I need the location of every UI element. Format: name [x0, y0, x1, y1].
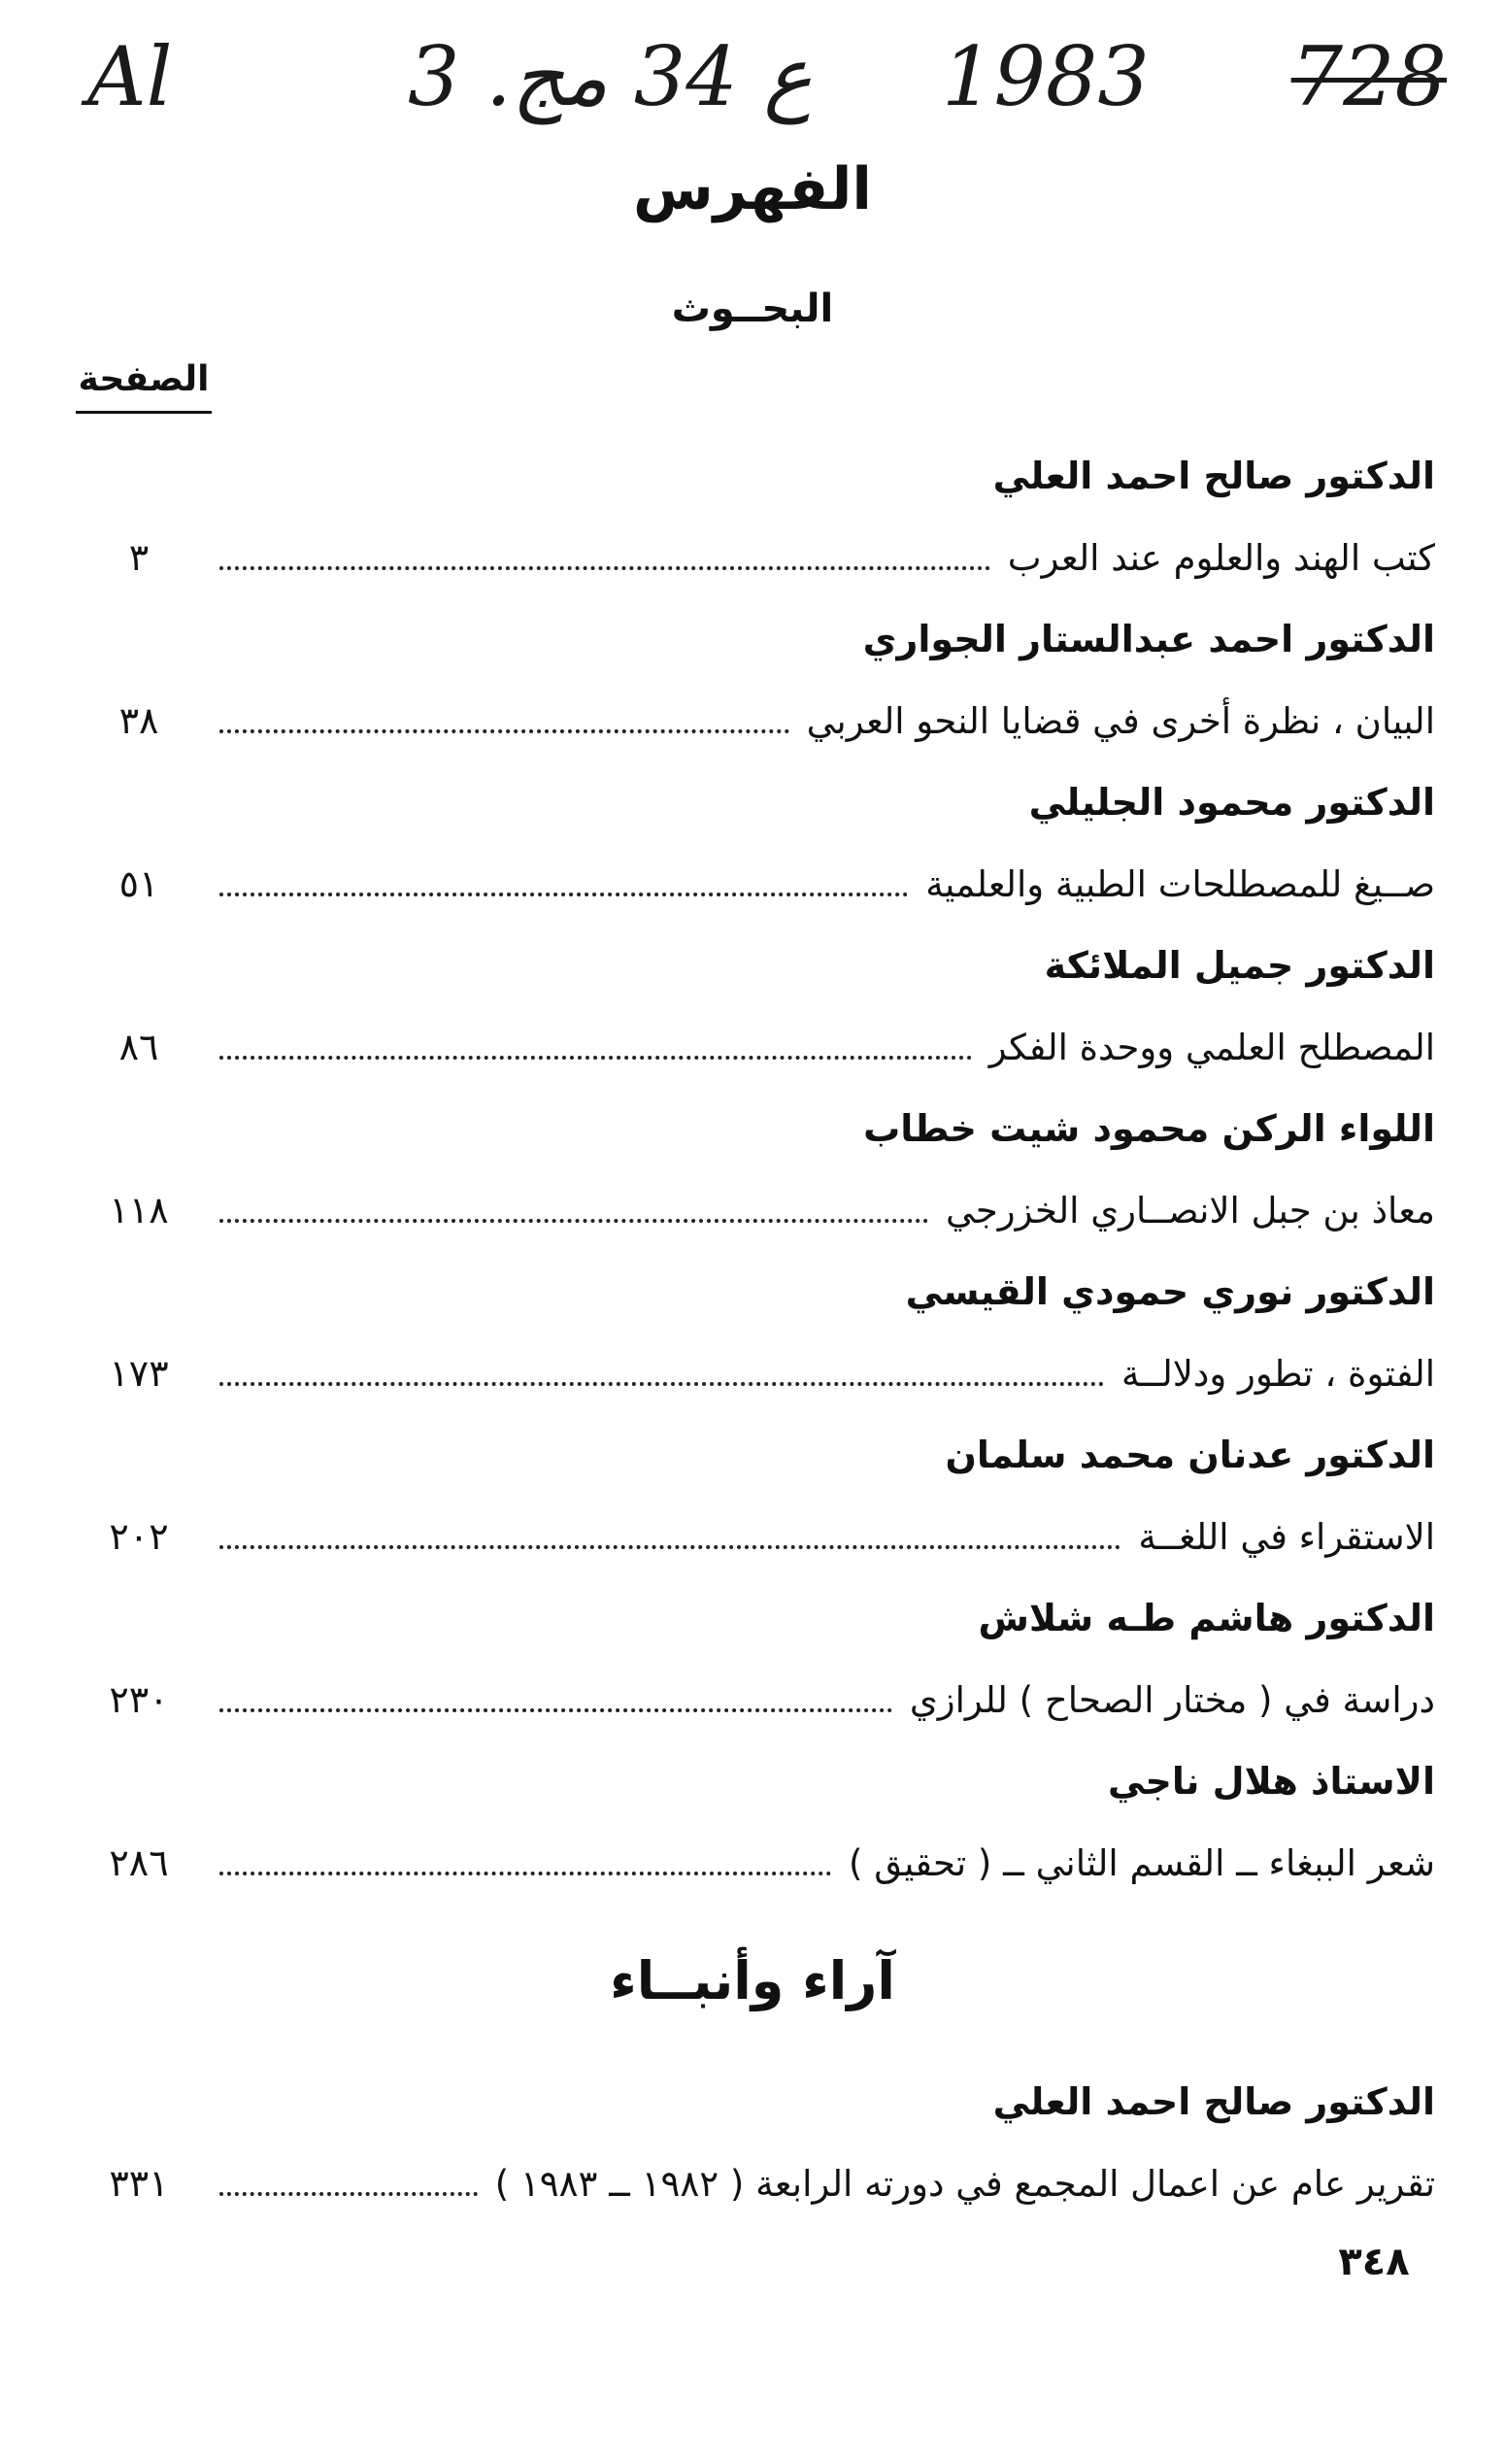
entry-page: ٢٨٦ — [109, 1841, 169, 1884]
toc-entry — [76, 1169, 1435, 1251]
toc-entry — [76, 1822, 1435, 1904]
dot-leader — [219, 566, 990, 570]
author-name: اللواء الركن محمود شيت خطاب — [863, 1107, 1435, 1150]
section-heading-research: البحــوث — [671, 287, 834, 331]
entry-title: البيان ، نظرة أخرى في قضايا النحو العربي — [806, 699, 1435, 742]
author-name: الدكتور هاشم طـه شلاش — [978, 1597, 1435, 1639]
section-heading-opinions: آراء وأنبــاء — [610, 1950, 895, 2011]
toc-entry — [76, 1333, 1435, 1414]
page-column-header: الصفحة — [76, 359, 212, 414]
handwritten-year: 1983 — [942, 29, 1150, 124]
dot-leader — [219, 1382, 1104, 1386]
author-name: الدكتور صالح احمد العلي — [992, 455, 1435, 497]
page-number: ٣٤٨ — [1338, 2240, 1410, 2284]
entry-page: ٢٠٢ — [109, 1515, 169, 1558]
author-name: الاستاذ هلال ناجي — [1108, 1760, 1435, 1803]
dot-leader — [219, 1545, 1120, 1549]
handwritten-annotation — [87, 29, 1447, 136]
dot-leader — [219, 2192, 478, 2196]
toc-entry — [76, 843, 1435, 925]
dot-leader — [219, 1708, 892, 1712]
toc-entry — [76, 2143, 1435, 2224]
entry-title: الفتوة ، تطور ودلالــة — [1120, 1352, 1435, 1395]
author-name: الدكتور عدنان محمد سلمان — [945, 1434, 1435, 1476]
author-name: الدكتور محمود الجليلي — [1028, 781, 1435, 824]
handwritten-code: Al — [87, 29, 173, 124]
entry-page: ٥١ — [118, 862, 159, 905]
toc-entry — [76, 1659, 1435, 1740]
dot-leader — [219, 1219, 928, 1223]
author-name: الدكتور احمد عبدالستار الجواري — [862, 618, 1435, 660]
author-name: الدكتور صالح احمد العلي — [992, 2080, 1435, 2123]
toc-entry — [76, 517, 1435, 598]
research-list — [76, 435, 1435, 1904]
author-name: الدكتور جميل الملائكة — [1044, 944, 1435, 987]
entry-title: دراسة في ( مختار الصحاح ) للرازي — [909, 1678, 1435, 1721]
opinions-list — [76, 2061, 1435, 2224]
entry-page: ٣٨ — [118, 699, 159, 742]
dot-leader — [219, 893, 908, 896]
entry-page: ٨٦ — [118, 1026, 159, 1068]
entry-title: تقرير عام عن اعمال المجمع في دورته الرابعة ( ١٩٨٢ ــ ١٩٨٣ ) — [494, 2162, 1435, 2205]
toc-entry — [76, 1496, 1435, 1577]
toc-entry — [76, 1006, 1435, 1088]
dot-leader — [219, 729, 789, 733]
entry-page: ٣٣١ — [109, 2162, 169, 2205]
entry-title: المصطلح العلمي ووحدة الفكر — [988, 1026, 1435, 1068]
entry-title: معاذ بن جبل الانصــاري الخزرجي — [946, 1189, 1435, 1232]
page-title: الفهرس — [632, 155, 872, 223]
author-name: الدكتور نوري حمودي القيسي — [905, 1270, 1435, 1313]
handwritten-number: 728 — [1290, 29, 1447, 124]
handwritten-volume: 3 .ع 34 مج — [408, 29, 813, 124]
entry-title: شعر الببغاء ــ القسم الثاني ــ ( تحقيق ) — [849, 1841, 1435, 1884]
entry-page: ١٧٣ — [109, 1352, 169, 1395]
dot-leader — [219, 1056, 972, 1060]
entry-page: ١١٨ — [109, 1189, 169, 1232]
entry-title: الاستقراء في اللغــة — [1138, 1515, 1435, 1558]
entry-title: كتب الهند والعلوم عند العرب — [1007, 536, 1435, 579]
toc-entry — [76, 680, 1435, 761]
entry-page: ٣ — [128, 536, 150, 579]
entry-page: ٢٣٠ — [109, 1678, 169, 1721]
entry-title: صــيغ للمصطلحات الطبية والعلمية — [925, 862, 1435, 905]
dot-leader — [219, 1872, 831, 1875]
